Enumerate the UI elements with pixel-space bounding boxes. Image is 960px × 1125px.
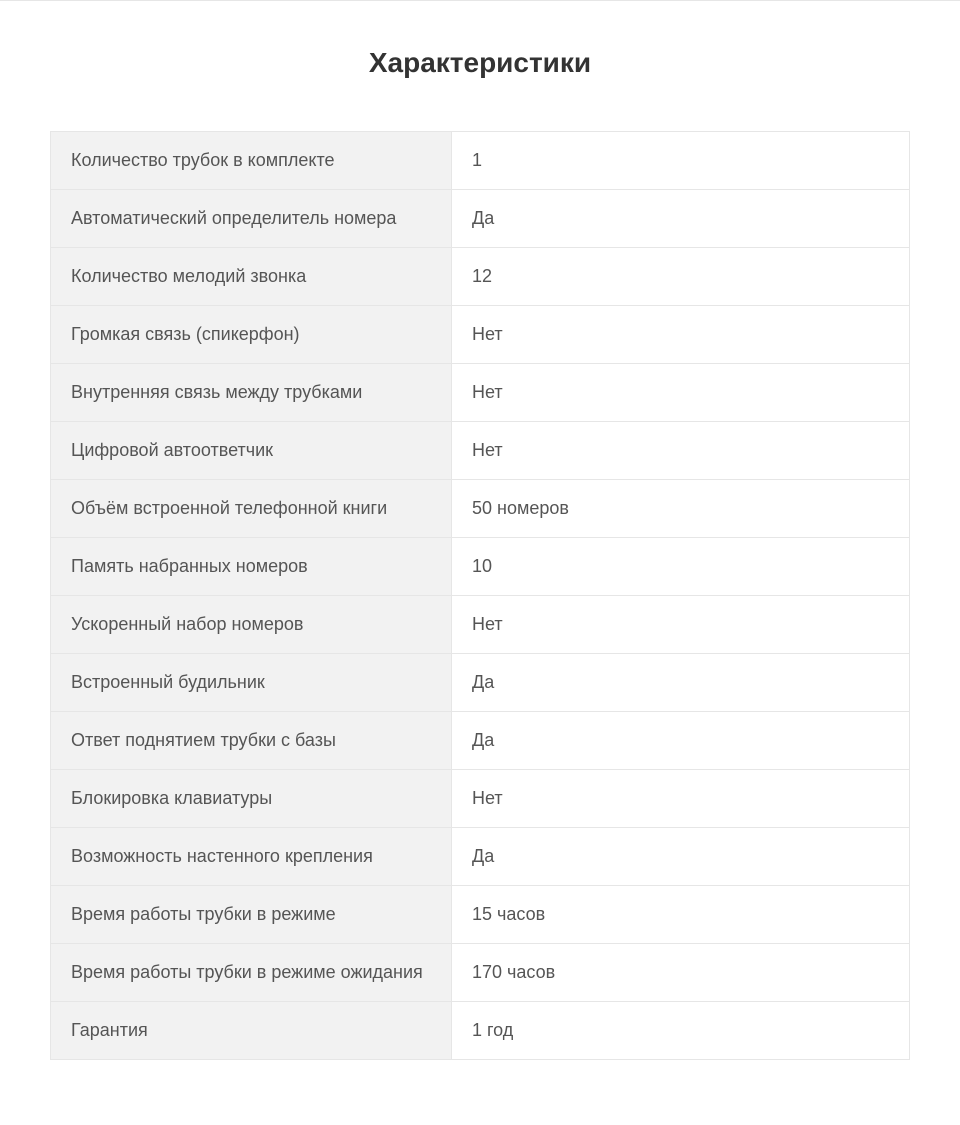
- table-row: [51, 538, 910, 596]
- table-row: [51, 480, 910, 538]
- spec-value: Нет: [452, 306, 910, 364]
- spec-value: Да: [452, 190, 910, 248]
- table-row: [51, 422, 910, 480]
- specs-table-body: [51, 132, 910, 1060]
- spec-label: Цифровой автоответчик: [51, 422, 452, 480]
- spec-label: Количество трубок в комплекте: [51, 132, 452, 190]
- table-row: [51, 944, 910, 1002]
- table-row: [51, 712, 910, 770]
- table-row: [51, 654, 910, 712]
- spec-label: Ускоренный набор номеров: [51, 596, 452, 654]
- spec-label: Время работы трубки в режиме ожидания: [51, 944, 452, 1002]
- table-row: [51, 770, 910, 828]
- spec-value: 170 часов: [452, 944, 910, 1002]
- spec-value: 1 год: [452, 1002, 910, 1060]
- spec-label: Блокировка клавиатуры: [51, 770, 452, 828]
- table-row: [51, 596, 910, 654]
- table-row: [51, 306, 910, 364]
- spec-value: 12: [452, 248, 910, 306]
- table-row: [51, 132, 910, 190]
- spec-value: Нет: [452, 422, 910, 480]
- spec-value: 15 часов: [452, 886, 910, 944]
- page-title: Характеристики: [368, 47, 592, 78]
- top-divider: [0, 0, 960, 1]
- spec-label: Возможность настенного крепления: [51, 828, 452, 886]
- spec-value: Да: [452, 712, 910, 770]
- spec-label: Ответ поднятием трубки с базы: [51, 712, 452, 770]
- table-row: [51, 364, 910, 422]
- spec-label: Гарантия: [51, 1002, 452, 1060]
- spec-value: 50 номеров: [452, 480, 910, 538]
- spec-label: Автоматический определитель номера: [51, 190, 452, 248]
- table-row: [51, 190, 910, 248]
- table-row: [51, 886, 910, 944]
- spec-label: Время работы трубки в режиме: [51, 886, 452, 944]
- spec-value: Нет: [452, 596, 910, 654]
- spec-value: 10: [452, 538, 910, 596]
- spec-label: Встроенный будильник: [51, 654, 452, 712]
- spec-label: Внутренняя связь между трубками: [51, 364, 452, 422]
- spec-value: Да: [452, 828, 910, 886]
- specs-table: [50, 131, 910, 1060]
- spec-label: Громкая связь (спикерфон): [51, 306, 452, 364]
- spec-value: Нет: [452, 364, 910, 422]
- table-row: [51, 1002, 910, 1060]
- spec-value: Да: [452, 654, 910, 712]
- table-row: [51, 828, 910, 886]
- spec-label: Количество мелодий звонка: [51, 248, 452, 306]
- spec-label: Память набранных номеров: [51, 538, 452, 596]
- spec-value: 1: [452, 132, 910, 190]
- table-row: [51, 248, 910, 306]
- spec-value: Нет: [452, 770, 910, 828]
- spec-label: Объём встроенной телефонной книги: [51, 480, 452, 538]
